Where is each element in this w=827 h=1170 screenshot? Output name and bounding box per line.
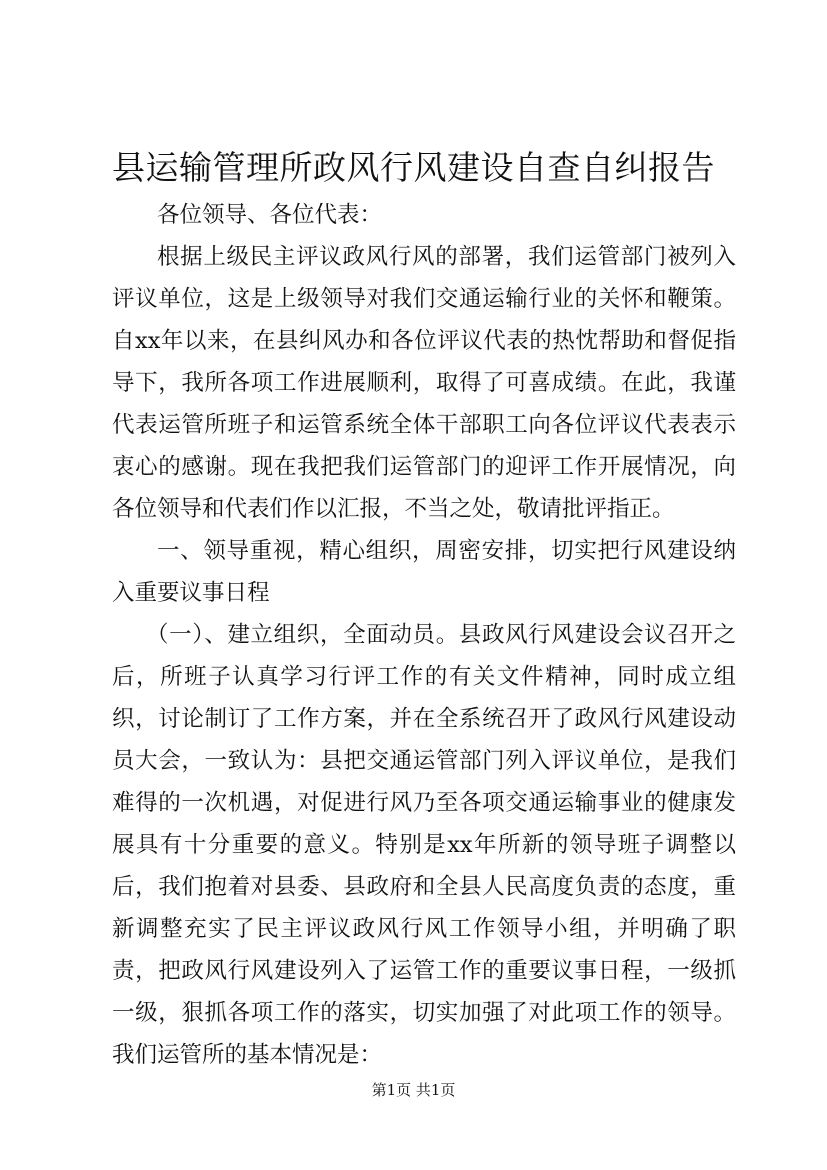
- paragraph-intro: 根据上级民主评议政风行风的部署，我们运管部门被列入评议单位，这是上级领导对我们交通运输行业的关怀和鞭策。自xx年以来，在县纠风办和各位评议代表的热忱帮助和督促指导下，我所各项工作进展顺利，取得了可喜成绩。在此，我谨代表运管所班子和运管系统全体干部职工向各位评议代表表示衷心的感谢。现在我把我们运管部门的迎评工作开展情况，向各位领导和代表们作以汇报，不当之处，敬请批评指正。: [112, 244, 736, 522]
- document-body: [112, 194, 736, 1076]
- page-number-footer: 第1页 共1页: [371, 1081, 456, 1099]
- document-title: 县运输管理所政风行风建设自查自纠报告: [112, 148, 715, 187]
- greeting-line: 各位领导、各位代表：: [157, 202, 383, 228]
- section-heading-1: 一、领导重视，精心组织，周密安排，切实把行风建设纳入重要议事日程: [112, 538, 736, 606]
- paragraph-subsection-1: （一）、建立组织，全面动员。县政风行风建设会议召开之后，所班子认真学习行评工作的有关文件精神，同时成立组织，讨论制订了工作方案，并在全系统召开了政风行风建设动员大会，一致认为：县把交通运管部门列入评议单位，是我们难得的一次机遇，对促进行风乃至各项交通运输事业的健康发展具有十分重要的意义。特别是xx年所新的领导班子调整以后，我们抱着对县委、县政府和全县人民高度负责的态度，重新调整充实了民主评议政风行风工作领导小组，并明确了职责，把政风行风建设列入了运管工作的重要议事日程，一级抓一级，狠抓各项工作的落实，切实加强了对此项工作的领导。我们运管所的基本情况是：: [112, 622, 736, 1068]
